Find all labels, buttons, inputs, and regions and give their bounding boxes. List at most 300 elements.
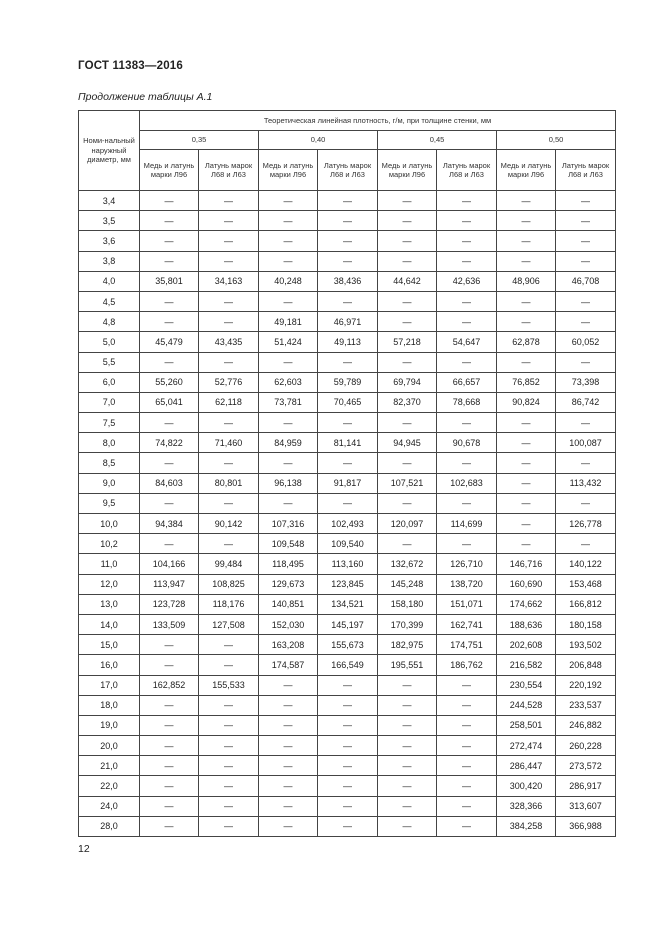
density-cell: — — [378, 291, 437, 311]
density-cell: — — [378, 675, 437, 695]
density-cell: 129,673 — [259, 574, 318, 594]
density-cell: — — [259, 352, 318, 372]
density-cell: 145,248 — [378, 574, 437, 594]
table-row — [79, 655, 616, 675]
density-cell: 384,258 — [497, 816, 556, 836]
table-row — [79, 554, 616, 574]
density-cell: 166,812 — [556, 594, 616, 614]
density-cell: 62,603 — [259, 372, 318, 392]
density-cell: — — [378, 816, 437, 836]
document-title: ГОСТ 11383—2016 — [78, 60, 183, 72]
density-cell: — — [437, 191, 497, 211]
density-cell: — — [378, 453, 437, 473]
density-cell: — — [199, 413, 259, 433]
density-cell: — — [497, 433, 556, 453]
density-cell: — — [199, 211, 259, 231]
diameter-cell: 17,0 — [79, 675, 140, 695]
density-cell: — — [497, 191, 556, 211]
density-cell: — — [259, 776, 318, 796]
density-cell: 60,052 — [556, 332, 616, 352]
density-cell: 366,988 — [556, 816, 616, 836]
density-cell: — — [199, 493, 259, 513]
density-cell: — — [437, 453, 497, 473]
density-cell: — — [437, 796, 497, 816]
density-cell: 174,751 — [437, 635, 497, 655]
density-cell: — — [318, 493, 378, 513]
diameter-cell: 8,0 — [79, 433, 140, 453]
density-cell: 46,971 — [318, 312, 378, 332]
density-cell: 328,366 — [497, 796, 556, 816]
table-row — [79, 372, 616, 392]
density-cell: — — [556, 191, 616, 211]
density-cell: — — [199, 816, 259, 836]
density-cell: — — [497, 493, 556, 513]
table-row — [79, 433, 616, 453]
density-cell: — — [318, 211, 378, 231]
density-cell: 82,370 — [378, 392, 437, 412]
group-header: Теоретическая линейная плотность, г/м, при толщине стенки, мм — [140, 111, 616, 131]
density-cell: — — [259, 211, 318, 231]
density-cell: — — [199, 776, 259, 796]
density-cell: 138,720 — [437, 574, 497, 594]
table-row — [79, 251, 616, 271]
density-cell: 126,710 — [437, 554, 497, 574]
diameter-cell: 9,5 — [79, 493, 140, 513]
density-cell: 96,138 — [259, 473, 318, 493]
density-table — [78, 110, 616, 837]
density-cell: — — [437, 776, 497, 796]
density-cell: 166,549 — [318, 655, 378, 675]
density-cell: 113,160 — [318, 554, 378, 574]
diameter-cell: 9,0 — [79, 473, 140, 493]
density-cell: — — [140, 493, 199, 513]
density-cell: 152,030 — [259, 614, 318, 634]
density-cell: — — [259, 231, 318, 251]
density-cell: — — [378, 534, 437, 554]
density-cell: 102,683 — [437, 473, 497, 493]
density-cell: — — [437, 413, 497, 433]
density-cell: 286,447 — [497, 756, 556, 776]
diameter-cell: 20,0 — [79, 736, 140, 756]
density-cell: — — [318, 413, 378, 433]
density-cell: — — [378, 796, 437, 816]
density-cell: 220,192 — [556, 675, 616, 695]
table-body — [79, 191, 616, 837]
density-cell: 170,399 — [378, 614, 437, 634]
density-cell: 174,662 — [497, 594, 556, 614]
table-row — [79, 493, 616, 513]
subcol-header: Латунь марок Л68 и Л63 — [199, 150, 259, 191]
density-cell: — — [318, 675, 378, 695]
density-cell: 76,852 — [497, 372, 556, 392]
density-cell: — — [318, 776, 378, 796]
density-cell: 193,502 — [556, 635, 616, 655]
subcol-header: Латунь марок Л68 и Л63 — [437, 150, 497, 191]
density-cell: 94,384 — [140, 514, 199, 534]
density-cell: — — [378, 715, 437, 735]
density-cell: 202,608 — [497, 635, 556, 655]
density-cell: — — [140, 715, 199, 735]
density-cell: 258,501 — [497, 715, 556, 735]
density-cell: 162,852 — [140, 675, 199, 695]
density-cell: 66,657 — [437, 372, 497, 392]
density-cell: — — [259, 715, 318, 735]
density-cell: 62,878 — [497, 332, 556, 352]
density-cell: — — [199, 453, 259, 473]
density-cell: — — [199, 655, 259, 675]
density-cell: 273,572 — [556, 756, 616, 776]
density-cell: 45,479 — [140, 332, 199, 352]
density-cell: — — [140, 534, 199, 554]
density-cell: 151,071 — [437, 594, 497, 614]
density-cell: — — [259, 816, 318, 836]
diameter-cell: 11,0 — [79, 554, 140, 574]
density-cell: — — [497, 251, 556, 271]
density-cell: — — [497, 473, 556, 493]
density-cell: 55,260 — [140, 372, 199, 392]
density-cell: 62,118 — [199, 392, 259, 412]
density-cell: — — [140, 291, 199, 311]
density-cell: — — [318, 231, 378, 251]
density-cell: — — [497, 352, 556, 372]
density-cell: — — [318, 796, 378, 816]
density-cell: — — [378, 352, 437, 372]
density-cell: 104,166 — [140, 554, 199, 574]
density-cell: — — [556, 231, 616, 251]
diameter-cell: 28,0 — [79, 816, 140, 836]
density-cell: — — [437, 352, 497, 372]
density-cell: — — [199, 534, 259, 554]
density-cell: — — [199, 695, 259, 715]
density-cell: — — [140, 231, 199, 251]
density-cell: — — [140, 352, 199, 372]
density-cell: 272,474 — [497, 736, 556, 756]
density-cell: — — [259, 291, 318, 311]
density-cell: — — [199, 635, 259, 655]
density-cell: 153,468 — [556, 574, 616, 594]
density-cell: 158,180 — [378, 594, 437, 614]
subcol-header: Медь и латунь марки Л96 — [259, 150, 318, 191]
thickness-header: 0,35 — [140, 131, 259, 150]
density-cell: 162,741 — [437, 614, 497, 634]
density-cell: — — [140, 695, 199, 715]
table-caption: Продолжение таблицы А.1 — [78, 91, 213, 103]
density-cell: — — [556, 352, 616, 372]
diameter-cell: 4,0 — [79, 271, 140, 291]
density-cell: 52,776 — [199, 372, 259, 392]
density-cell: 186,762 — [437, 655, 497, 675]
density-cell: — — [437, 211, 497, 231]
density-cell: — — [318, 191, 378, 211]
density-cell: 46,708 — [556, 271, 616, 291]
density-cell: 123,728 — [140, 594, 199, 614]
density-cell: 206,848 — [556, 655, 616, 675]
density-cell: — — [140, 413, 199, 433]
density-cell: — — [497, 534, 556, 554]
diameter-cell: 24,0 — [79, 796, 140, 816]
table-row — [79, 453, 616, 473]
diameter-cell: 13,0 — [79, 594, 140, 614]
density-cell: 49,113 — [318, 332, 378, 352]
density-cell: — — [556, 493, 616, 513]
table-row — [79, 332, 616, 352]
density-cell: 133,509 — [140, 614, 199, 634]
thickness-header: 0,40 — [259, 131, 378, 150]
density-cell: — — [140, 756, 199, 776]
density-cell: — — [318, 715, 378, 735]
density-cell: — — [140, 453, 199, 473]
density-cell: — — [497, 413, 556, 433]
density-cell: — — [140, 816, 199, 836]
density-cell: 313,607 — [556, 796, 616, 816]
density-cell: 57,218 — [378, 332, 437, 352]
density-cell: 195,551 — [378, 655, 437, 675]
density-cell: — — [556, 534, 616, 554]
table-row — [79, 756, 616, 776]
density-cell: — — [318, 251, 378, 271]
density-cell: 59,789 — [318, 372, 378, 392]
page-number: 12 — [78, 843, 90, 855]
density-cell: — — [259, 493, 318, 513]
diameter-cell: 7,0 — [79, 392, 140, 412]
table-row — [79, 796, 616, 816]
table-row — [79, 231, 616, 251]
density-cell: — — [556, 453, 616, 473]
density-cell: 155,533 — [199, 675, 259, 695]
density-cell: 113,947 — [140, 574, 199, 594]
density-cell: — — [259, 675, 318, 695]
density-cell: 126,778 — [556, 514, 616, 534]
density-cell: 84,959 — [259, 433, 318, 453]
diameter-cell: 15,0 — [79, 635, 140, 655]
table-row — [79, 191, 616, 211]
density-cell: 78,668 — [437, 392, 497, 412]
density-cell: — — [556, 211, 616, 231]
density-cell: — — [378, 312, 437, 332]
density-cell: — — [140, 655, 199, 675]
density-cell: — — [497, 312, 556, 332]
diameter-cell: 5,5 — [79, 352, 140, 372]
density-cell: — — [259, 191, 318, 211]
diameter-cell: 4,8 — [79, 312, 140, 332]
table-row — [79, 413, 616, 433]
diameter-cell: 6,0 — [79, 372, 140, 392]
table-row — [79, 816, 616, 836]
density-cell: — — [378, 756, 437, 776]
density-cell: 160,690 — [497, 574, 556, 594]
density-cell: — — [437, 312, 497, 332]
density-cell: 120,097 — [378, 514, 437, 534]
table-row — [79, 211, 616, 231]
density-cell: 188,636 — [497, 614, 556, 634]
density-cell: 233,537 — [556, 695, 616, 715]
density-cell: 114,699 — [437, 514, 497, 534]
diameter-cell: 10,0 — [79, 514, 140, 534]
density-cell: — — [378, 736, 437, 756]
diameter-cell: 14,0 — [79, 614, 140, 634]
density-cell: — — [140, 312, 199, 332]
density-cell: 182,975 — [378, 635, 437, 655]
subcol-header: Латунь марок Л68 и Л63 — [318, 150, 378, 191]
density-cell: 42,636 — [437, 271, 497, 291]
density-cell: — — [318, 736, 378, 756]
density-cell: 54,647 — [437, 332, 497, 352]
density-cell: — — [378, 413, 437, 433]
density-cell: 155,673 — [318, 635, 378, 655]
density-cell: 145,197 — [318, 614, 378, 634]
density-cell: — — [497, 211, 556, 231]
density-cell: — — [140, 796, 199, 816]
density-cell: — — [437, 715, 497, 735]
density-cell: 90,824 — [497, 392, 556, 412]
density-cell: 49,181 — [259, 312, 318, 332]
density-cell: — — [497, 514, 556, 534]
density-cell: 44,642 — [378, 271, 437, 291]
diameter-cell: 3,4 — [79, 191, 140, 211]
table-row — [79, 312, 616, 332]
density-cell: 300,420 — [497, 776, 556, 796]
density-cell: — — [318, 816, 378, 836]
density-cell: — — [140, 736, 199, 756]
table-row — [79, 473, 616, 493]
density-cell: — — [378, 493, 437, 513]
diameter-cell: 5,0 — [79, 332, 140, 352]
table-row — [79, 271, 616, 291]
density-cell: 74,822 — [140, 433, 199, 453]
density-cell: 230,554 — [497, 675, 556, 695]
diameter-cell: 4,5 — [79, 291, 140, 311]
density-cell: — — [199, 352, 259, 372]
diameter-cell: 18,0 — [79, 695, 140, 715]
density-cell: 113,432 — [556, 473, 616, 493]
diameter-cell: 16,0 — [79, 655, 140, 675]
table-row — [79, 776, 616, 796]
density-cell: — — [556, 251, 616, 271]
corner-header: Номи-нальный наружный диаметр, мм — [79, 111, 140, 191]
density-cell: — — [437, 291, 497, 311]
diameter-cell: 3,5 — [79, 211, 140, 231]
density-cell: 91,817 — [318, 473, 378, 493]
table-row — [79, 291, 616, 311]
density-cell: — — [318, 756, 378, 776]
density-cell: — — [437, 736, 497, 756]
subcol-header: Медь и латунь марки Л96 — [140, 150, 199, 191]
density-cell: 107,316 — [259, 514, 318, 534]
table-row — [79, 534, 616, 554]
density-cell: — — [556, 413, 616, 433]
density-cell: — — [199, 291, 259, 311]
density-cell: — — [259, 695, 318, 715]
table-row — [79, 352, 616, 372]
density-cell: 86,742 — [556, 392, 616, 412]
table-row — [79, 715, 616, 735]
density-cell: — — [437, 493, 497, 513]
density-cell: 107,521 — [378, 473, 437, 493]
density-cell: 109,548 — [259, 534, 318, 554]
density-cell: — — [199, 756, 259, 776]
density-cell: — — [140, 211, 199, 231]
table-row — [79, 594, 616, 614]
diameter-cell: 10,2 — [79, 534, 140, 554]
density-cell: — — [199, 715, 259, 735]
diameter-cell: 12,0 — [79, 574, 140, 594]
density-cell: 48,906 — [497, 271, 556, 291]
density-cell: — — [556, 312, 616, 332]
density-cell: 94,945 — [378, 433, 437, 453]
density-cell: — — [318, 453, 378, 473]
density-cell: 43,435 — [199, 332, 259, 352]
density-cell: — — [437, 695, 497, 715]
density-cell: 109,540 — [318, 534, 378, 554]
density-cell: 90,142 — [199, 514, 259, 534]
density-cell: — — [259, 736, 318, 756]
density-cell: 123,845 — [318, 574, 378, 594]
density-cell: 73,398 — [556, 372, 616, 392]
density-cell: 132,672 — [378, 554, 437, 574]
density-cell: — — [378, 211, 437, 231]
density-cell: 73,781 — [259, 392, 318, 412]
density-cell: — — [140, 635, 199, 655]
density-cell: 260,228 — [556, 736, 616, 756]
density-cell: 163,208 — [259, 635, 318, 655]
density-cell: 40,248 — [259, 271, 318, 291]
density-cell: — — [199, 736, 259, 756]
density-cell: — — [437, 816, 497, 836]
density-cell: — — [140, 776, 199, 796]
density-cell: — — [259, 756, 318, 776]
table-row — [79, 736, 616, 756]
diameter-cell: 19,0 — [79, 715, 140, 735]
density-cell: 216,582 — [497, 655, 556, 675]
density-cell: 51,424 — [259, 332, 318, 352]
density-cell: — — [497, 291, 556, 311]
thickness-header: 0,50 — [497, 131, 616, 150]
density-cell: — — [437, 231, 497, 251]
density-cell: 286,917 — [556, 776, 616, 796]
table-row — [79, 695, 616, 715]
density-cell: 180,158 — [556, 614, 616, 634]
density-cell: — — [437, 756, 497, 776]
density-cell: 118,495 — [259, 554, 318, 574]
density-cell: 146,716 — [497, 554, 556, 574]
density-cell: 70,465 — [318, 392, 378, 412]
diameter-cell: 3,6 — [79, 231, 140, 251]
density-cell: 108,825 — [199, 574, 259, 594]
density-cell: 127,508 — [199, 614, 259, 634]
density-cell: 100,087 — [556, 433, 616, 453]
density-cell: — — [199, 231, 259, 251]
density-cell: — — [497, 231, 556, 251]
subcol-header: Латунь марок Л68 и Л63 — [556, 150, 616, 191]
density-cell: — — [259, 251, 318, 271]
density-cell: — — [378, 251, 437, 271]
density-cell: 65,041 — [140, 392, 199, 412]
table-row — [79, 635, 616, 655]
density-cell: 90,678 — [437, 433, 497, 453]
density-cell: 140,122 — [556, 554, 616, 574]
density-cell: 81,141 — [318, 433, 378, 453]
density-cell: — — [437, 675, 497, 695]
table-row — [79, 675, 616, 695]
density-cell: 69,794 — [378, 372, 437, 392]
density-cell: 244,528 — [497, 695, 556, 715]
density-cell: — — [140, 191, 199, 211]
density-cell: — — [259, 453, 318, 473]
density-cell: — — [437, 251, 497, 271]
density-cell: 34,163 — [199, 271, 259, 291]
density-cell: — — [318, 291, 378, 311]
table-row — [79, 614, 616, 634]
